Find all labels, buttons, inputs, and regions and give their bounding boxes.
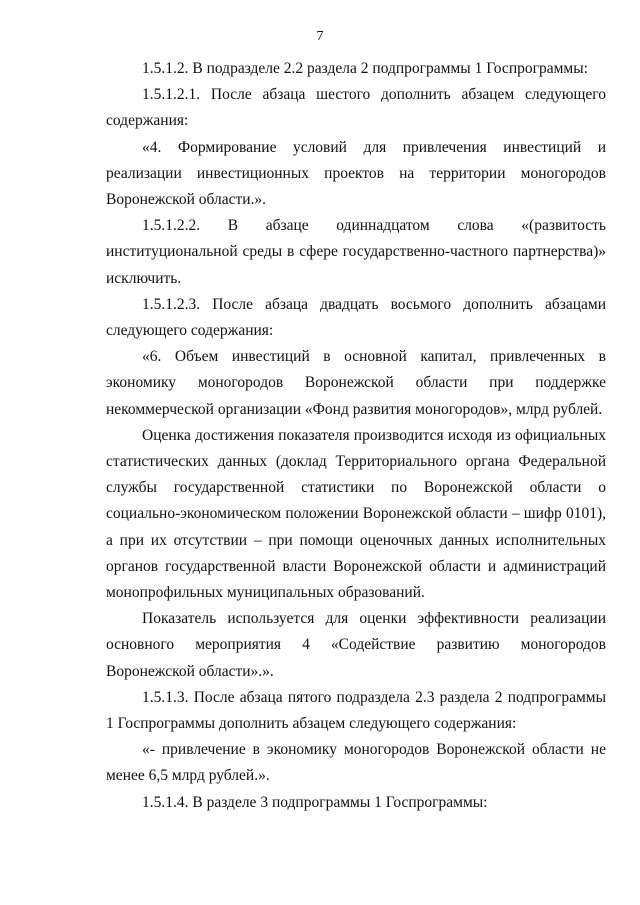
paragraph-1-5-1-2-2: 1.5.1.2.2. В абзаце одиннадцатом слова «(развитость институциональной среды в сфере государственно-частного партнерства)» исключить.	[106, 217, 606, 287]
quote-investment-target: «- привлечение в экономику моногородов Воронежской области не менее 6,5 млрд рублей.».	[106, 741, 606, 785]
paragraph-indicator-assessment: Оценка достижения показателя производится исходя из официальных статистических данных (доклад Территориального органа Федеральной службы государственной статистики по Воронежской области о социально-экономическом положении Воронежской области – шифр 0101), а при их отсутствии – при помощи оценочных данных исполнительных органов государственной власти Воронежской области и администраций монопрофильных муниципальных образований.	[106, 426, 606, 602]
paragraph-1-5-1-2-1: 1.5.1.2.1. После абзаца шестого дополнить абзацем следующего содержания:	[106, 86, 606, 130]
paragraph-1-5-1-4: 1.5.1.4. В разделе 3 подпрограммы 1 Госпрограммы:	[142, 793, 488, 811]
paragraph-1-5-1-2-3: 1.5.1.2.3. После абзаца двадцать восьмого дополнить абзацами следующего содержания:	[106, 295, 606, 340]
document-body	[106, 56, 606, 816]
paragraph-1-5-1-3: 1.5.1.3. После абзаца пятого подраздела 2.3 раздела 2 подпрограммы 1 Госпрограммы дополнить абзацем следующего содержания:	[106, 688, 606, 733]
quote-item-6: «6. Объем инвестиций в основной капитал, привлеченных в экономику моногородов Воронежской области при поддержке некоммерческой организации «Фонд развития моногородов», млрд рублей.	[106, 348, 606, 418]
paragraph-1-5-1-2: 1.5.1.2. В подразделе 2.2 раздела 2 подпрограммы 1 Госпрограммы:	[142, 60, 588, 77]
paragraph-indicator-usage: Показатель используется для оценки эффективности реализации основного мероприятия 4 «Содействие развитию моногородов Воронежской области».».	[106, 610, 606, 680]
quote-item-4: «4. Формирование условий для привлечения инвестиций и реализации инвестиционных проектов на территории моногородов Воронежской области.».	[106, 138, 606, 209]
page-number: 7	[316, 29, 324, 44]
